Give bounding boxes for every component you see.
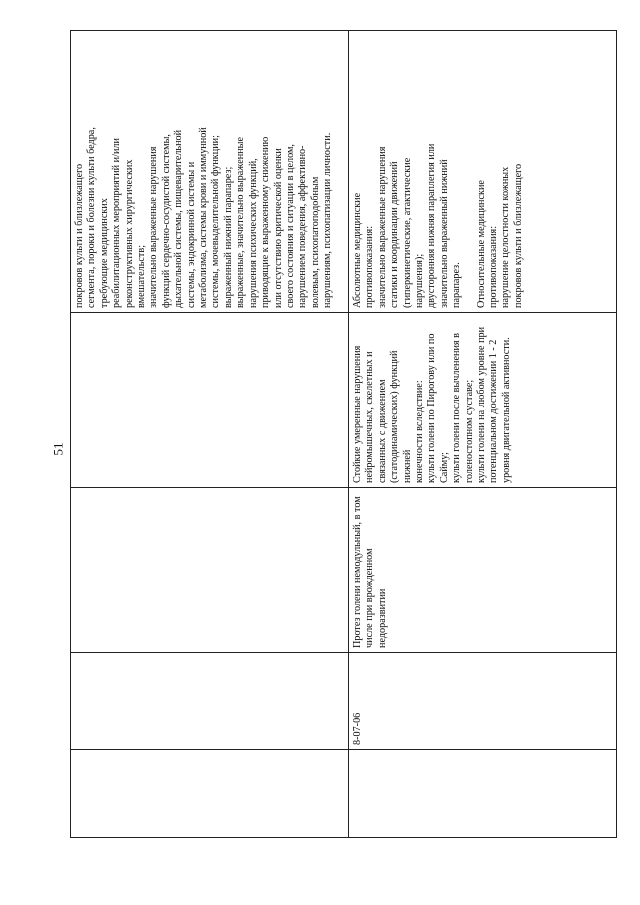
text-line: системы, мочевыделительной функции; (210, 135, 222, 308)
table-row (71, 31, 349, 838)
row2-col1-empty (349, 750, 617, 838)
text-line: нарушения); (414, 253, 426, 308)
text-line: противопоказания: (488, 225, 500, 308)
text-line: противопоказания: (364, 225, 376, 308)
text-line: нарушением поведения, аффективно- (297, 145, 309, 308)
row1-contra-text (74, 35, 335, 308)
row1-name-empty (71, 488, 349, 653)
text-line: волевым, психопатоподобным (309, 176, 321, 308)
text-line: Стойкие умеренные нарушения (352, 345, 363, 483)
text-line: конечности вследствие: (414, 380, 426, 483)
text-line: или отсутствию критической оценки (272, 148, 284, 308)
text-line: значительно выраженные нарушения (148, 146, 160, 308)
text-line: реконструктивных хирургических (123, 159, 135, 308)
text-line: выраженные, значительно выраженные (235, 137, 247, 308)
text-line: значительно выраженные нарушения (376, 146, 388, 308)
text-line: Относительные медицинские (475, 180, 487, 308)
table-row (349, 31, 617, 838)
text-line: своего состояния и ситуации в целом, (284, 144, 296, 308)
text-line: нарушениям, психопатизации личности. (322, 132, 334, 308)
row1-code-empty (71, 653, 349, 750)
text-line: вмешательств; (136, 244, 148, 308)
text-line: нарушения психических функций, (247, 158, 259, 308)
product-name: Протез голени немодульный, в том числе при врожденном недоразвитии (352, 496, 388, 648)
text-line: двусторонняя нижняя параплегия или (426, 143, 438, 308)
text-line: Сайму; (438, 451, 450, 483)
text-line: нарушение целостности кожных (500, 166, 512, 308)
row2-contraindications-cell (349, 31, 617, 313)
text-line: нейромышечных, скелетных и (364, 351, 376, 483)
text-line: (статодинамических) функций нижней (389, 350, 413, 483)
text-line: культи голени по Пирогову или по (426, 333, 438, 483)
row2-indications-cell (349, 313, 617, 488)
page-number: 51 (50, 442, 66, 456)
product-code: 8-07-06 (352, 712, 363, 745)
text-line: покровов культи и близлежащего (74, 163, 85, 308)
text-line: голеностопном суставе; (463, 379, 475, 483)
text-line: реабилитационных мероприятий и/или (111, 138, 123, 308)
text-line: статики и координации движений (389, 161, 401, 308)
row2-code-cell (349, 653, 617, 750)
text-line: системы, эндокринной системы и (185, 161, 197, 308)
text-line: сегмента, пороки и болезни культи бедра, (86, 127, 98, 308)
text-line: (гиперкинетические, атактические (401, 157, 413, 308)
row2-name-cell (349, 488, 617, 653)
text-line: значительно выраженный нижний (438, 159, 450, 308)
text-line: метаболизма, системы крови и иммунной (198, 127, 210, 308)
text-line: культи голени после вычленения в (451, 333, 463, 483)
text-line: потенциальном достижении 1 - 2 (488, 339, 500, 483)
text-line: уровня двигательной активности. (500, 337, 512, 483)
rotated-table-sheet (70, 31, 616, 838)
text-line: покровов культи и близлежащего (512, 163, 524, 308)
text-line: культи голени на любом уровне при (476, 326, 488, 483)
text-line: дыхательной системы, пищеварительной (173, 129, 185, 308)
text-line: требующие медицинских (98, 198, 110, 308)
text-line: приводящие к выраженному снижению (260, 136, 272, 308)
paragraph-gap (464, 35, 476, 308)
requirements-table (70, 30, 617, 838)
row1-indications-empty (71, 313, 349, 488)
text-line: Абсолютные медицинские (352, 192, 363, 308)
row1-contraindications-cell (71, 31, 349, 313)
row1-col1-empty (71, 750, 349, 838)
text-line: выраженный нижний парапарез; (222, 166, 234, 308)
text-line: функций сердечно-сосудистой системы, (160, 134, 172, 308)
text-line: парапарез. (451, 262, 463, 308)
text-line: связанных с движением (376, 379, 388, 483)
